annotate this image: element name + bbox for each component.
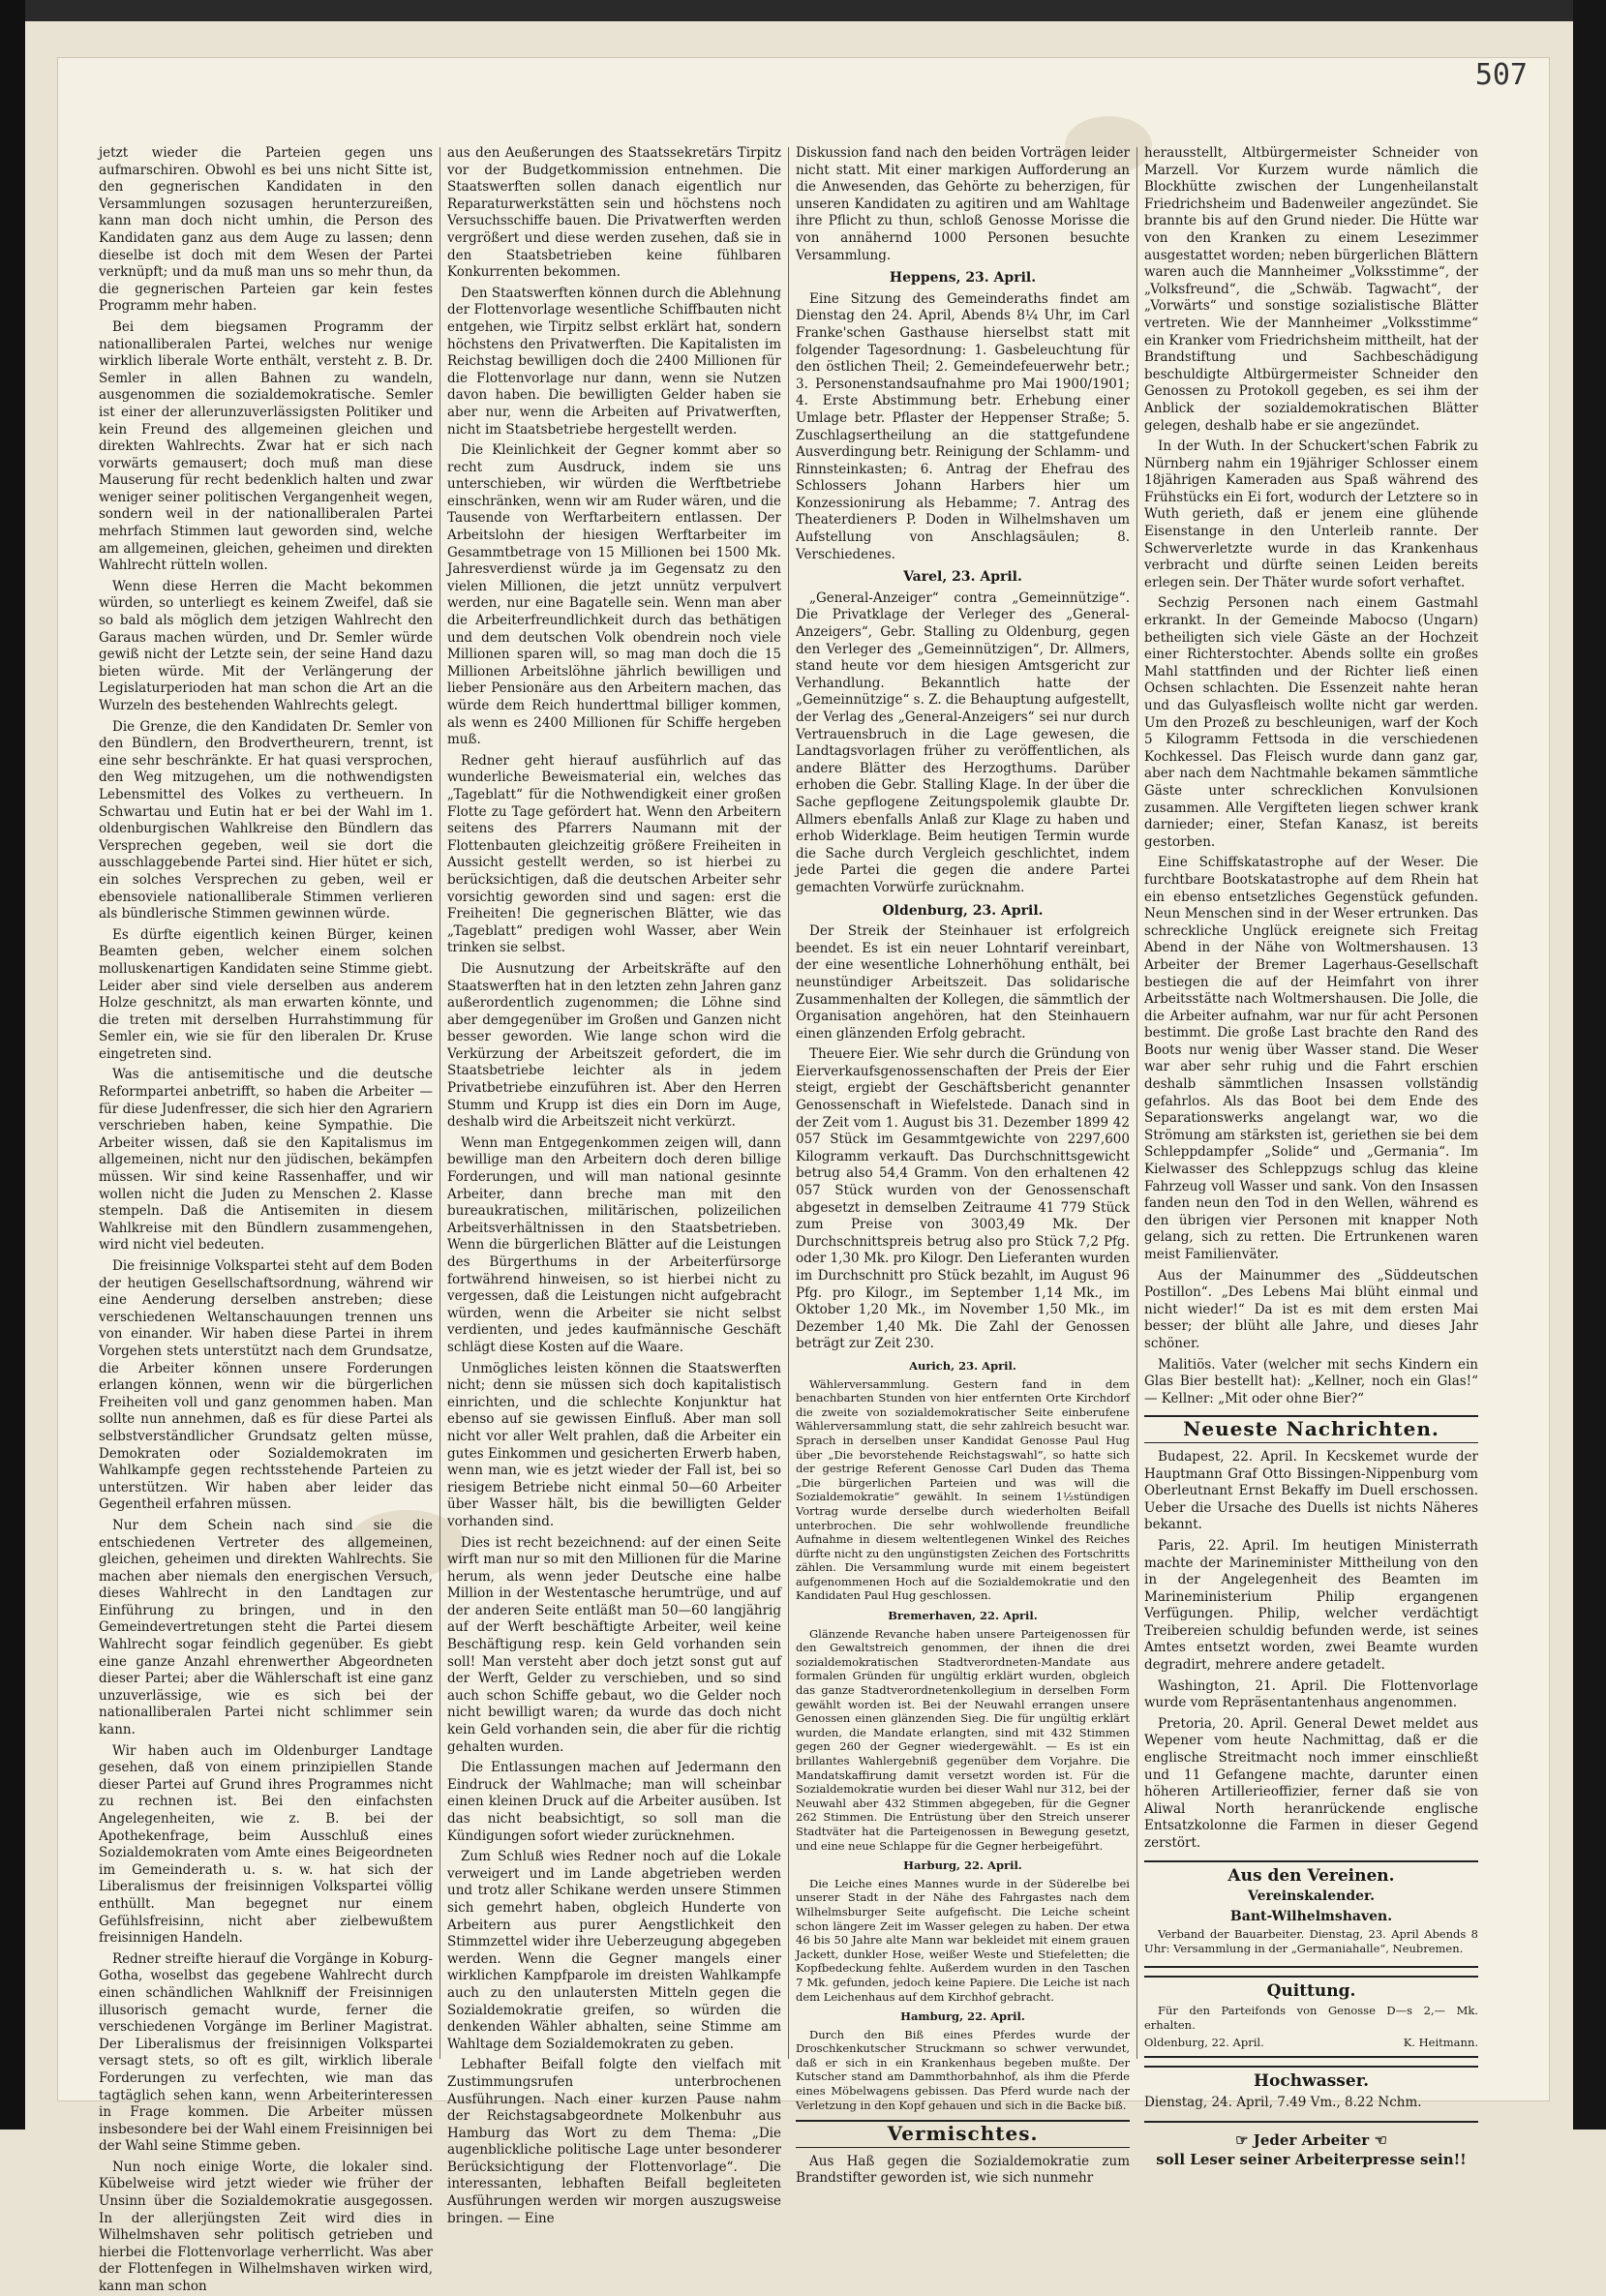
article-malitioes: Malitiös. Vater (welcher mit sechs Kindern ein Glas Bier bestellt hat): „Kellner, noch ein Glas!“ — Kellner: „Mit oder ohne Bier?“	[1144, 1356, 1478, 1406]
news-item: Washington, 21. April. Die Flottenvorlage wurde vom Repräsentantenhaus angenommen.	[1144, 1677, 1478, 1711]
paragraph: Es dürfte eigentlich keinen Bürger, keinen Beamten geben, welcher einem solchen molluskenartigen Kandidaten seine Stimme giebt. Leider aber sind viele derselben aus anderem Holze geschnitzt, als man erwarten könnte, und die treten mit derselben Hurrahstimmung für Semler ein, wie sie für den liberalen Dr. Kruse eingetreten sind.	[99, 926, 433, 1062]
column-rule	[1136, 147, 1137, 2059]
paragraph: Den Staatswerften können durch die Ablehnung der Flottenvorlage wesentliche Schiffbauten nicht entgehen, wie Tirpitz selbst erklärt hat, sondern höchstens den Privatwerften. Die Kapitalisten im Reichstag bewilligen doch die 2400 Millionen für die Flottenvorlage nur dann, wenn sie Nutzen davon haben. Die bewilligten Gelder haben sie aber nur, wenn die Arbeiten auf Privatwerften, nicht im Staatsbetriebe hergestellt werden.	[447, 285, 781, 438]
paragraph: Die Ausnutzung der Arbeitskräfte auf den Staatswerften hat in den letzten zehn Jahren ganz außerordentlich zugenommen; die Löhne sind aber demgegenüber im Großen und Ganzen nicht besser geworden. Wie lange schon wird die Verkürzung der Arbeitszeit gefordert, die im Staatsbetriebe leichter als in jedem Privatbetriebe einzuführen ist. Aber den Herren Stumm und Krupp ist dies ein Dorn im Auge, deshalb wird die Arbeitszeit nicht verkürzt.	[447, 960, 781, 1131]
slogan-line-2: soll Leser seiner Arbeiterpresse sein!!	[1156, 2151, 1467, 2169]
section-neueste-nachrichten: Neueste Nachrichten.	[1144, 1415, 1478, 1443]
article-gastmahl: Sechzig Personen nach einem Gastmahl erkrankt. In der Gemeinde Mabocso (Ungarn) betheiligten sich viele Gäste an der Hochzeit einer Richterstochter. Abends sollte ein großes Mahl stattfinden und der Richter ließ einen Ochsen schlachten. Die Essenzeit nahte heran und das Gulyasfleisch wollte nicht gar werden. Um den Prozeß zu beschleunigen, warf der Koch 5 Kilogramm Fettsoda in die verschiedenen Kochkessel. Das Fleisch wurde dann ganz gar, aber nach dem Nachtmahle bekamen sämmtliche Gäste unter schrecklichen Konvulsionen zusammen. Alle Vergifteten liegen schwer krank darnieder; einer, Stefan Kanasz, ist bereits gestorben.	[1144, 595, 1478, 850]
paragraph: Dies ist recht bezeichnend: auf der einen Seite wirft man nur so mit den Millionen für die Marine herum, als wenn jeder Deutsche eine halbe Million in der Westentasche herumtrüge, und auf der anderen Seite entläßt man 50—60 langjährig auf der Werft beschäftigte Arbeiter, weil keine Beschäftigung resp. kein Geld vorhanden sein soll! Man versteht aber doch jetzt sonst gut auf der Werft, Gelder zu verschieben, und so sind auch schon Schiffe gebaut, wo die Gelder noch nicht bewilligt waren; da wurde das doch nicht kein Geld vorhanden sein, die aber für die richtig gehalten wurden.	[447, 1534, 781, 1755]
dateline-harburg: Harburg, 22. April.	[903, 1858, 1022, 1873]
article-heppens: Eine Sitzung des Gemeinderaths findet am Dienstag den 24. April, Abends 8¼ Uhr, im Carl Franke'schen Gasthause hierselbst statt mit folgender Tagesordnung: 1. Gasbeleuchtung für den östlichen Theil; 2. Gemeindefeuerwehr betr.; 3. Personenstandsaufnahme pro Mai 1900/1901; 4. Erste Abstimmung betr. Erhebung einer Umlage betr. Pflaster der Heppenser Straße; 5. Zuschlagsertheilung an die stattgefundene Ausverdingung betr. Reinigung der Schlamm- und Rinnsteinkasten; 6. Antrag der Ehefrau des Schlossers Johann Harbers hier um Konzessionirung als Hebamme; 7. Antrag des Theaterdieners P. Doden in Wilhelmshaven um Aufstellung von Anschlagsäulen; 8. Verschiedenes.	[796, 290, 1130, 562]
paragraph: Wir haben auch im Oldenburger Landtage gesehen, daß von einem prinzipiellen Stande dieser Partei auf Grund ihres Programmes nicht zu rechnen ist. Bei den einfachsten Angelegenheiten, wie z. B. bei der Apothekenfrage, beim Ausschluß eines Sozialdemokraten vom Amte eines Beigeordneten im Gemeinderath u. s. w. hat sich der Liberalismus der freisinnigen Volkspartei völlig enthüllt. Man begegnet nur einem Gefühlsfreisinn, nicht aber zielbewußtem freisinnigen Handeln.	[99, 1742, 433, 1947]
quittung-place: Oldenburg, 22. April.	[1144, 2036, 1264, 2050]
newspaper-page	[58, 58, 1549, 2295]
paragraph: Unmögliches leisten können die Staatswerften nicht; denn sie müssen sich doch kapitalistisch einrichten, und die schlechte Konjunktur hat ebenso auf sie gewissen Einfluß. Aber man soll nicht vor aller Welt prahlen, daß die Arbeiter ein gutes Einkommen und gesicherten Erwerb haben, wenn man, wie es jetzt wieder der Fall ist, bei so riesigem Betriebe nicht einmal 50—60 Arbeiter über Wasser hält, bis die bewilligten Gelder vorhanden sind.	[447, 1360, 781, 1529]
scan-border-top	[0, 0, 1606, 21]
paragraph: Die freisinnige Volkspartei steht auf dem Boden der heutigen Gesellschaftsordnung, während wir eine Aenderung derselben anstreben; diese verschiedenen Weltanschauungen trennen uns von einander. Wir haben diese Partei in ihrem Vorgehen stets unterstützt nach dem Grundsatze, die Arbeiter können unsere Forderungen erlangen können, wenn wir die bürgerlichen Freiheiten voll und ganz genommen haben. Man sollte nun annehmen, daß es für diese Partei als selbstverständlicher Grundsatz gelten müsse, Demokraten oder Sozialdemokraten im Wahlkampfe gegen rechtsstehende Parteien zu unterstützen. Wir haben aber leider das Gegentheil erfahren müssen.	[99, 1258, 433, 1513]
dateline-bremerhaven: Bremerhaven, 22. April.	[888, 1609, 1038, 1623]
vereine-entry: Verband der Bauarbeiter. Dienstag, 23. April Abends 8 Uhr: Versammlung in der „Germaniahalle“, Neubremen.	[1144, 1927, 1478, 1955]
column-2	[447, 145, 781, 2226]
dateline-heppens: Heppens, 23. April.	[889, 270, 1037, 287]
page-number: 507	[1474, 58, 1528, 92]
column-1	[99, 145, 433, 2295]
slogan-line-1: Jeder Arbeiter	[1253, 2131, 1370, 2150]
slogan	[1144, 2130, 1478, 2169]
quittung-box	[1144, 1976, 1478, 2058]
article-varel: „General-Anzeiger“ contra „Gemeinnützige“. Die Privatklage der Verleger des „General-Anzeigers“, Gebr. Stalling zu Oldenburg, gegen den Verleger des „Gemeinnützigen“, Dr. Allmers, stand heute vor dem hiesigen Amtsgericht zur Verhandlung. Bekanntlich hatte der „Gemeinnützige“ s. Z. die Behauptung aufgestellt, der Verlag des „General-Anzeigers“ sei nur durch Vertrauensbruch in die Lage gewesen, die Landtagsvorlagen früher zu veröffentlichen, als andere Blätter des Herzogthums. Darüber erhoben die Gebr. Stalling Klage. In der über die Sache gepflogene Zeitungspolemik glaubte Dr. Allmers ebenfalls Anlaß zur Klage zu haben und erhob Widerklage. Beim heutigen Termin wurde die Sache durch Vergleich geschlichtet, indem jede Partei die gegen die andere Partei gemachten Vorwürfe zurücknahm.	[796, 589, 1130, 895]
column-rule	[439, 147, 440, 2059]
article-oldenburg-strike: Der Streik der Steinhauer ist erfolgreich beendet. Es ist ein neuer Lohntarif vereinbart, der eine wesentliche Lohnerhöhung enthält, bei neunstündiger Arbeitszeit. Das solidarische Zusammenhalten der Kollegen, die sämmtlich der Organisation angehören, hat den Steinhauern einen glänzenden Erfolg gebracht.	[796, 923, 1130, 1042]
paragraph: Die Grenze, die den Kandidaten Dr. Semler von den Bündlern, den Brodvertheurern, trennt, ist eine sehr beschränkte. Er hat quasi versprochen, den Weg mitzugehen, um die nothwendigsten Lebensmittel des Volkes zu vertheuern. In Schwartau und Eutin hat er bei der Wahl im 1. oldenburgischen Wahlkreise den Bündlern das Versprechen gegeben, weil sie dort die ausschlaggebende Partei sind. Hier hütet er sich, ein solches Versprechen zu geben, weil er ebensoviele nationalliberale Stimmen verlieren als bündlerische Stimmen gewinnen würde.	[99, 718, 433, 922]
hochwasser-box	[1144, 2066, 1478, 2123]
paragraph: Nun noch einige Worte, die lokaler sind. Kübelweise wird jetzt wieder wie früher der Unsinn über die Sozialdemokratie ausgegossen. In der allerjüngsten Zeit wird dies in Wilhelmshaven sehr politisch getrieben und hierbei die Flottenvorlage verherrlicht. Was aber der Flottenfegen in Wilhelmshaven wirken wird, kann man schon	[99, 2159, 433, 2295]
scan-border-left	[0, 0, 25, 2130]
column-4	[1144, 145, 1478, 2169]
vereine-box	[1144, 1860, 1478, 1968]
vereine-place: Bant-Wilhelmshaven.	[1229, 1908, 1393, 1924]
paragraph: Bei dem biegsamen Programm der nationalliberalen Partei, welches nur wenige wirklich liberale Worte enthält, versteht z. B. Dr. Semler in allen Bahnen zu wandeln, ausgenommen die sozialdemokratische. Semler ist einer der allerunzuverlässigsten Politiker und kein Freund des allgemeinen gleichen und direkten Wahlrechts. Zwar hat er sich nach vorwärts gemausert; doch muß man diese Mauserung für recht bedenklich halten und zwar weniger seiner politischen Vergangenheit wegen, sondern weil in der nationalliberalen Partei mehrfach Stimmen laut geworden sind, welche am allgemeinen, gleichen, geheimen und direkten Wahlrecht rütteln wollen.	[99, 318, 433, 574]
column-rule	[788, 147, 789, 2059]
paragraph: Wenn diese Herren die Macht bekommen würden, so unterliegt es keinem Zweifel, daß sie so bald als möglich dem jetzigen Wahlrecht den Garaus machen würden, und Dr. Semler würde gewiß nicht der Letzte sein, der seine Hand dazu bieten würde. Mit der Verlängerung der Legislaturperioden hat man schon die Art an die Wurzeln des bestehenden Wahlrechts gelegt.	[99, 578, 433, 713]
section-quittung: Quittung.	[1266, 1980, 1356, 2001]
dateline-oldenburg: Oldenburg, 23. April.	[882, 902, 1044, 919]
article-bremerhaven: Glänzende Revanche haben unsere Parteigenossen für den Gewaltstreich genommen, der ihnen die drei sozialdemokratischen Stadtverordneten-Mandate aus formalen Gründen für ungültig erklärt wurden, obgleich das ganze Stadtverordnetenkollegium in derselben Form gewählt worden ist. Bei der Neuwahl errangen unsere Genossen einen glänzenden Sieg. Die für ungültig erklärt wurden, die Mandate erlangten, sind mit 432 Stimmen gegen 260 der Gegner wiedergewählt. — Es ist ein brillantes Wahlergebniß gegenüber dem Vorjahre. Die Mandatskaffirung damit versetzt worden ist. Für die Sozialdemokratie wurden bei dieser Wahl nur 312, bei der Neuwahl aber 432 Stimmen abgegeben, für die Gegner 262 Stimmen. Die Entrüstung über den Streich unserer Stadtväter hat die Parteigenossen in Bewegung gesetzt, und eine neue Schlappe für die Gegner herbeigeführt.	[796, 1626, 1130, 1853]
hand-pointer-icon: ☜	[1369, 2131, 1387, 2150]
paragraph: Redner streifte hierauf die Vorgänge in Koburg-Gotha, woselbst das gegebene Wahlrecht durch einen schändlichen Wahlkniff der Freisinnigen illusorisch gemacht wurde, ferner die verschiedenen Vorgänge im Berliner Magistrat. Der Liberalismus der freisinnigen Volkspartei versagt stets, so oft es gilt, wirklich liberale Forderungen zu verfechten, wie man das tagtäglich sehen kann, wenn Arbeiterinteressen in Frage kommen. Die Arbeiter müssen insbesondere bei der Wahl einem Freisinnigen bei der Wahl seine Stimme geben.	[99, 1950, 433, 2155]
dateline-hamburg: Hamburg, 22. April.	[900, 2009, 1025, 2024]
scan-border-right	[1573, 0, 1606, 2130]
paragraph: Lebhafter Beifall folgte den vielfach mit Zustimmungsrufen unterbrochenen Ausführungen. Nach einer kurzen Pause nahm der Reichstagsabgeordnete Molkenbuhr aus Hamburg das Wort zu dem Thema: „Die augenblickliche politische Lage unter besonderer Berücksichtigung der Flottenvorlage“. Die interessanten, lebhaften Beifall begleiteten Ausführungen werden wir morgen auszugsweise bringen. — Eine	[447, 2057, 781, 2226]
section-vereine: Aus den Vereinen.	[1227, 1865, 1395, 1886]
paragraph: Die Entlassungen machen auf Jedermann den Eindruck der Wahlmache; man will scheinbar einen kleinen Druck auf die Arbeiter ausüben. Ist das nicht beabsichtigt, so soll man die Kündigungen sofort wieder zurücknehmen.	[447, 1760, 781, 1844]
column-3	[796, 145, 1130, 2187]
article-wuth: In der Wuth. In der Schuckert'schen Fabrik zu Nürnberg nahm ein 19jähriger Schlosser einem 18jährigen Kameraden aus Spaß während des Frühstücks ein Ei fort, wodurch der Letztere so in Wuth gerieth, daß er jenem eine glühende Eisenstange in den Unterleib rannte. Der Schwerverletzte wurde in das Krankenhaus verbracht und dürfte seinen Leiden bereits erlegen sein. Der Thäter wurde sofort verhaftet.	[1144, 438, 1478, 590]
paragraph: herausstellt, Altbürgermeister Schneider von Marzell. Vor Kurzem wurde nämlich die Blockhütte zwischen der Lungenheilanstalt Friedrichsheim und Badenweiler angezündet. Sie brannte bis auf den Grund nieder. Die Hütte war von den Kranken zu einem Lesezimmer ausgestattet worden; neben bürgerlichen Blättern waren auch die Mannheimer „Volksstimme“, der „Volksfreund“, die „Schwäb. Tagwacht“, der „Vorwärts“ und sonstige sozialistische Blätter vertreten. Wie der Mannheimer „Volksstimme“ ein Kranker vom Friedrichsheim mittheilt, hat der Brandstiftung und Sachbeschädigung beschuldigte Altbürgermeister Schneider den Genossen zu Protokoll gegeben, es sei ihm der Anblick der sozialdemokratischen Blätter gelegen, deshalb habe er sie angezündet.	[1144, 145, 1478, 434]
paragraph: Wenn man Entgegenkommen zeigen will, dann bewillige man den Arbeitern doch deren billige Forderungen, und will man national gesinnte Arbeiter, dann breche man mit den bureaukratischen, militärischen, polizeilichen Arbeitsverhältnissen in den Staatsbetrieben. Wenn die bürgerlichen Blätter auf die Leistungen des Bürgerthums in der Arbeiterfürsorge fortwährend hinweisen, so ist hierbei nicht zu vergessen, daß die Leistungen nicht aufgebracht würden, wenn die Arbeiter sie nicht selbst verdienten, und jedes kaufmännische Geschäft schlägt diese Kosten auf die Waare.	[447, 1134, 781, 1355]
dateline-aurich: Aurich, 23. April.	[909, 1358, 1016, 1373]
section-vermischtes: Vermischtes.	[796, 2120, 1130, 2148]
paragraph: Zum Schluß wies Redner noch auf die Lokale verweigert und im Lande abgetrieben werden und trotz aller Schikane werden unsere Stimmen sich gemehrt haben, obgleich Hunderte von Arbeitern aus purer Aengstlichkeit den Stimmzettel wider ihre Ueberzeugung abgegeben werden. Wenn die Gegner mangels einer wirklichen Kampfparole im dreisten Wahlkampfe auch zu den unlautersten Mitteln gegen die Sozialdemokratie greifen, so würden die denkenden Wähler abhalten, seine Stimme am Wahltage dem Sozialdemokraten zu geben.	[447, 1849, 781, 2052]
paragraph: Redner geht hierauf ausführlich auf das wunderliche Beweismaterial ein, welches das „Tageblatt“ für die Nothwendigkeit einer großen Flotte zu Tage gefördert hat. Wenn den Arbeitern seitens des Pfarrers Naumann mit der Flottenbauten gleichzeitig größere Freiheiten in Aussicht gestellt werden, so ist hierbei zu berücksichtigen, daß die deutschen Arbeiter sehr vorsichtig geworden sind und sagen: erst die Freiheiten! Die gegnerischen Blätter, wie das „Tageblatt“ predigen wohl Wasser, aber Wein trinken sie selbst.	[447, 752, 781, 956]
section-hochwasser: Hochwasser.	[1253, 2070, 1370, 2091]
news-item: Budapest, 22. April. In Kecskemet wurde der Hauptmann Graf Otto Bissingen-Nippenburg vom Oberleutnant Ernst Bekaffy im Duell erschossen. Ueber die Ursache des Duells ist nichts Näheres bekannt.	[1144, 1448, 1478, 1533]
article-oldenburg-eggs: Theuere Eier. Wie sehr durch die Gründung von Eierverkaufsgenossenschaften der Preis der Eier steigt, ergiebt der Geschäftsbericht genannter Genossenschaft in Wiefelstede. Danach sind in der Zeit vom 1. August bis 31. Dezember 1899 42 057 Stück im Gesammtgewichte von 2297,600 Kilogramm verkauft. Das Durchschnittsgewicht betrug also 54,4 Gramm. Von den erhaltenen 42 057 Stück wurden von der Genossenschaft abgesetzt in demselben Zeitraume 41 779 Stück zum Preise von 3003,49 Mk. Der Durchschnittspreis betrug also pro Stück 7,2 Pfg. oder 1,30 Mk. pro Kilogr. Den Lieferanten wurden im Durchschnitt pro Stück bezahlt, im August 96 Pfg. pro Kilogr., im September 1,14 Mk., im Oktober 1,20 Mk., im November 1,50 Mk., im Dezember 1,40 Mk. Die Zahl der Genossen beträgt zur Zeit 230.	[796, 1046, 1130, 1352]
paragraph: Nur dem Schein nach sind sie die entschiedenen Vertreter des allgemeinen, gleichen, geheimen und direkten Wahlrechts. Sie machen aber niemals den energischen Versuch, dieses Wahlrecht in den Landtagen zur Einführung zu bringen, und in den Gemeindevertretungen steht die Partei diesem Wahlrecht sogar feindlich gegenüber. Es giebt eine ganze Anzahl ehrenwerther Abgeordneten dieser Partei; aber die Wählerschaft ist eine ganz unzuverlässige, wie es sich bei der nationalliberalen Partei nicht schlimmer sein kann.	[99, 1517, 433, 1738]
article-weser: Eine Schiffskatastrophe auf der Weser. Die furchtbare Bootskatastrophe auf dem Rhein hat ein ebenso entsetzliches Gegenstück gefunden. Neun Menschen sind in der Weser ertrunken. Das schreckliche Unglück ereignete sich Freitag Abend in der Nähe von Woltmershausen. 13 Arbeiter der Bremer Lagerhaus-Gesellschaft bestiegen die auf der Heimfahrt von ihrer Arbeitsstätte nach Woltmershausen. Die Jolle, die die Arbeiter aufnahm, war nur für acht Personen bestimmt. Die große Last brachte den Rand des Boots nur wenig über Wasser stand. Die Weser war aber sehr ruhig und die Fahrt erschien deshalb sämmtlichen Insassen vollständig gefahrlos. Als das Boot bei dem Ende des Separationswerks angelangt war, wo die Strömung am stärksten ist, geriethen sie bei dem Schleppdampfer „Solide“ und „Germania“. Im Kielwasser des Schleppzugs schlug das kleine Fahrzeug voll Wasser und sank. Von den Insassen fanden neun den Tod in den Wellen, während es den übrigen vier Personen mit knapper Noth gelang, sich zu retten. Die Ertrunkenen waren meist Familienväter.	[1144, 855, 1478, 1262]
article-postillon: Aus der Mainummer des „Süddeutschen Postillon“. „Des Lebens Mai blüht einmal und nicht wieder!“ Da ist es mit dem ersten Mai besser; der blüht alle Jahre, und dieses Jahr schöner.	[1144, 1267, 1478, 1351]
article-aurich: Wählerversammlung. Gestern fand in dem benachbarten Stunden von hier entfernten Orte Kirchdorf die zweite von sozialdemokratischer Seite einberufene Wählerversammlung statt, die sehr zahlreich besucht war. Sprach in derselben unser Kandidat Genosse Paul Hug über „Die bevorstehende Reichstagswahl“, so hatte sich der gestrige Referent Genosse Carl Duden das Thema „Die bürgerlichen Parteien und was will die Sozialdemokratie“ gewählt. In seinem 1½stündigen Vortrag wurde derselbe durch wiederholten Beifall unterbrochen. Die sehr wohlwollende freundliche Aufnahme in diesem weltentlegenen Winkel des Reiches dürfte nicht zu den ungünstigsten Zeichen des Fortschritts zählen. Die Versammlung wurde mit einem begeistert aufgenommenen Hoch auf die Sozialdemokratie und den Kandidaten Paul Hug geschlossen.	[796, 1376, 1130, 1603]
article-hamburg: Durch den Biß eines Pferdes wurde der Droschkenkutscher Struckmann so schwer verwundet, daß er sich in ein Krankenhaus begeben mußte. Der Kutscher stand am Dammthorbahnhof, als ihm die Pferde eines Möbelwagens gebissen. Das Pferd wurde nach der Verletzung in den Kopf gehauen und sich in die Backe biß.	[796, 2027, 1130, 2112]
quittung-text: Für den Parteifonds von Genosse D—s 2,— Mk. erhalten.	[1144, 2004, 1478, 2032]
paragraph: jetzt wieder die Parteien gegen uns aufmarschiren. Obwohl es bei uns nicht Sitte ist, den gegnerischen Kandidaten in den Versammlungen sozusagen herunterzureißen, kann man doch nicht umhin, die Person des Kandidaten ganz aus dem Auge zu lassen; denn dieselbe ist doch mit dem Wesen der Partei verknüpft; und da muß man uns so mehr thun, da die gegnerischen Parteien gar kein festes Programm mehr haben.	[99, 145, 433, 315]
news-item: Paris, 22. April. Im heutigen Ministerrath machte der Marineminister Mittheilung von den in der Angelegenheit des Beamten im Marineministerium Philip ergangenen Verfügungen. Philip, welcher verdächtigt Treibereien schuldig befunden werde, ist seines Amtes entsetzt worden, zwei Beamte wurden degradirt, mehrere andere getadelt.	[1144, 1537, 1478, 1674]
quittung-signature: K. Heitmann.	[1403, 2036, 1478, 2050]
hochwasser-times: Dienstag, 24. April, 7.49 Vm., 8.22 Nchm.	[1144, 2094, 1422, 2110]
article-harburg: Die Leiche eines Mannes wurde in der Süderelbe bei unserer Stadt in der Nähe des Fahrgastes nach dem Wilhelmsburger Seite aufgefischt. Die Leiche scheint schon längere Zeit im Wasser gelegen zu haben. Der etwa 46 bis 50 Jahre alte Mann war bekleidet mit einem grauen Jackett, dunkler Hose, weißer Weste und Stiefeletten; die Kopfbedeckung fehlte. Außerdem wurden in den Taschen 7 Mk. gefunden, jedoch keine Papiere. Die Leiche ist nach dem Leichenhaus auf dem Kirchhof gebracht.	[796, 1876, 1130, 2004]
dateline-varel: Varel, 23. April.	[903, 569, 1022, 586]
vereinskalender-title: Vereinskalender.	[1248, 1888, 1375, 1905]
paragraph: Diskussion fand nach den beiden Vorträgen leider nicht statt. Mit einer markigen Aufforderung an die Anwesenden, das Gehörte zu beherzigen, für unseren Kandidaten zu agitiren und am Wahltage ihre Pflicht zu thun, schloß Genosse Morisse die von annähernd 1000 Personen besuchte Versammlung.	[796, 145, 1130, 263]
news-item: Pretoria, 20. April. General Dewet meldet aus Wepener vom heute Nachmittag, daß er die englische Streitmacht noch immer einschließt und 11 Gefangene machte, darunter einen höheren Artillerieoffizier, ferner daß sie von Aliwal North heranrückende englische Entsatzkolonne die Farmen in dieser Gegend zerstört.	[1144, 1715, 1478, 1851]
paragraph: Die Kleinlichkeit der Gegner kommt aber so recht zum Ausdruck, indem sie uns unterschieben, wir würden die Werftbetriebe einschränken, wenn wir am Ruder wären, und die Tausende von Werftarbeitern entlassen. Der Arbeitslohn der hiesigen Werftarbeiter im Gesammtbetrage von 15 Millionen bei 1500 Mk. Jahresverdienst würde ja im Gegensatz zu den vielen Millionen, die jetzt unnütz verpulvert werden, nur eine Bagatelle sein. Wenn man aber die Arbeiterfreundlichkeit durch das bethätigen und dem deutschen Volk obendrein noch viele Millionen sparen will, so mag man doch die 15 Millionen Arbeitslöhne jährlich bewilligen und lieber Pensionäre aus den Arbeitern machen, das würde dem Reich hunderttmal billiger kommen, als wenn es 2400 Millionen für Schiffe hergeben muß.	[447, 442, 781, 748]
article-brandstifter: Aus Haß gegen die Sozialdemokratie zum Brandstifter geworden ist, wie sich nunmehr	[796, 2153, 1130, 2187]
hand-pointer-icon: ☞	[1235, 2131, 1254, 2150]
paragraph: aus den Aeußerungen des Staatssekretärs Tirpitz vor der Budgetkommission entnehmen. Die Staatswerften sollen danach eigentlich nur Reparaturwerkstätten sein und höchstens noch Versuchsschiffe bauen. Die Privatwerften werden vergrößert und diese werden zusehen, daß sie in den Staatsbetrieben keine fühlbaren Konkurrenten bekommen.	[447, 145, 781, 281]
paragraph: Was die antisemitische und die deutsche Reformpartei anbetrifft, so haben die Arbeiter — für diese Judenfresser, die sich hier den Agrariern verschrieben haben, keine Sympathie. Die Arbeiter wissen, daß sie den Kapitalismus im allgemeinen, nicht nur den jüdischen, bekämpfen müssen. Wir sind keine Rassenhaffer, und wir wollen nicht die Juden zu Menschen 2. Klasse stempeln. Daß die Antisemiten in diesem Wahlkreise mit den Bündlern zusammengehen, wird nicht viel bedeuten.	[99, 1067, 433, 1254]
